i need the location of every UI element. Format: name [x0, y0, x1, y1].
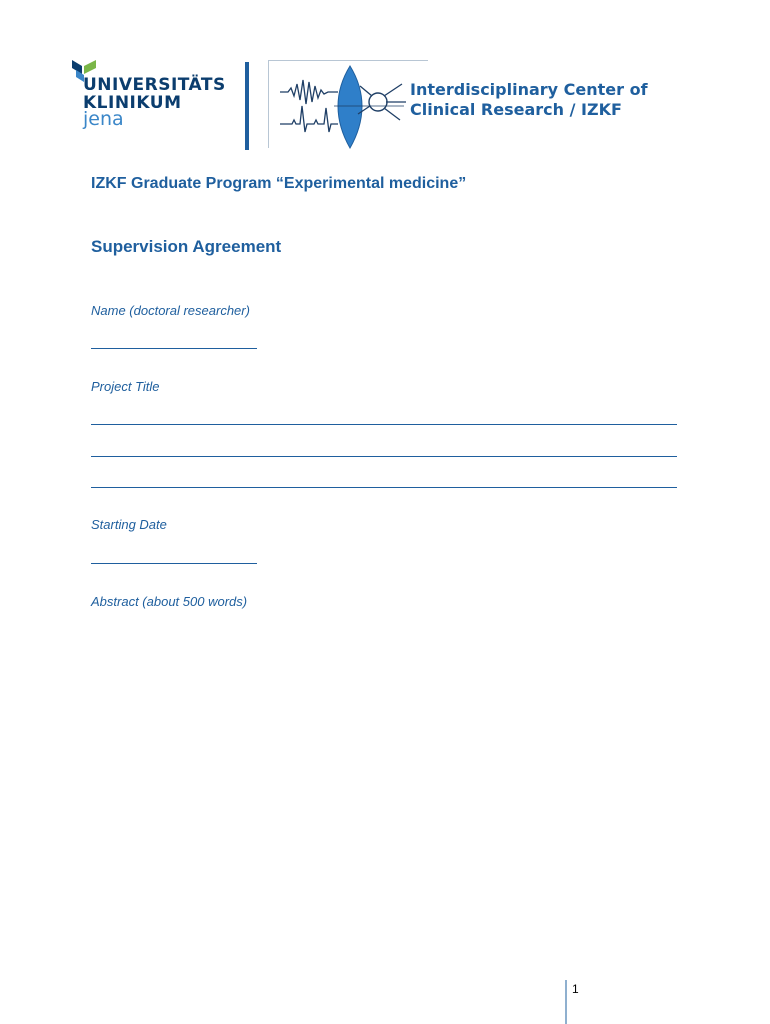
center-name-line1: Interdisciplinary Center of	[410, 80, 648, 99]
section-title: Supervision Agreement	[91, 237, 282, 256]
izkf-frame-left	[268, 60, 269, 148]
logo-text-line2: KLINIKUM	[83, 93, 182, 113]
program-title: IZKF Graduate Program “Experimental medicine”	[91, 175, 467, 192]
universitaetsklinikum-jena-logo	[72, 60, 242, 140]
name-label: Name (doctoral researcher)	[91, 303, 250, 318]
starting-date-label: Starting Date	[91, 517, 167, 532]
project-title-label: Project Title	[91, 379, 160, 394]
abstract-label: Abstract (about 500 words)	[91, 594, 248, 609]
izkf-signal-lens-neuron-icon	[274, 62, 410, 150]
name-field-line[interactable]	[91, 347, 257, 349]
page-number: 1	[572, 982, 579, 996]
logo-text-line3: jena	[83, 108, 124, 130]
project-title-line-2[interactable]	[91, 455, 677, 457]
center-name-line2: Clinical Research / IZKF	[410, 100, 622, 119]
project-title-line-3[interactable]	[91, 486, 677, 488]
document-header	[0, 0, 770, 160]
center-name	[410, 80, 648, 120]
page-number-bar	[565, 980, 567, 1024]
project-title-line-1[interactable]	[91, 423, 677, 425]
izkf-frame-top	[268, 60, 428, 61]
header-divider	[245, 62, 249, 150]
logo-text-line1: UNIVERSITÄTS	[83, 75, 226, 95]
starting-date-field-line[interactable]	[91, 562, 257, 564]
